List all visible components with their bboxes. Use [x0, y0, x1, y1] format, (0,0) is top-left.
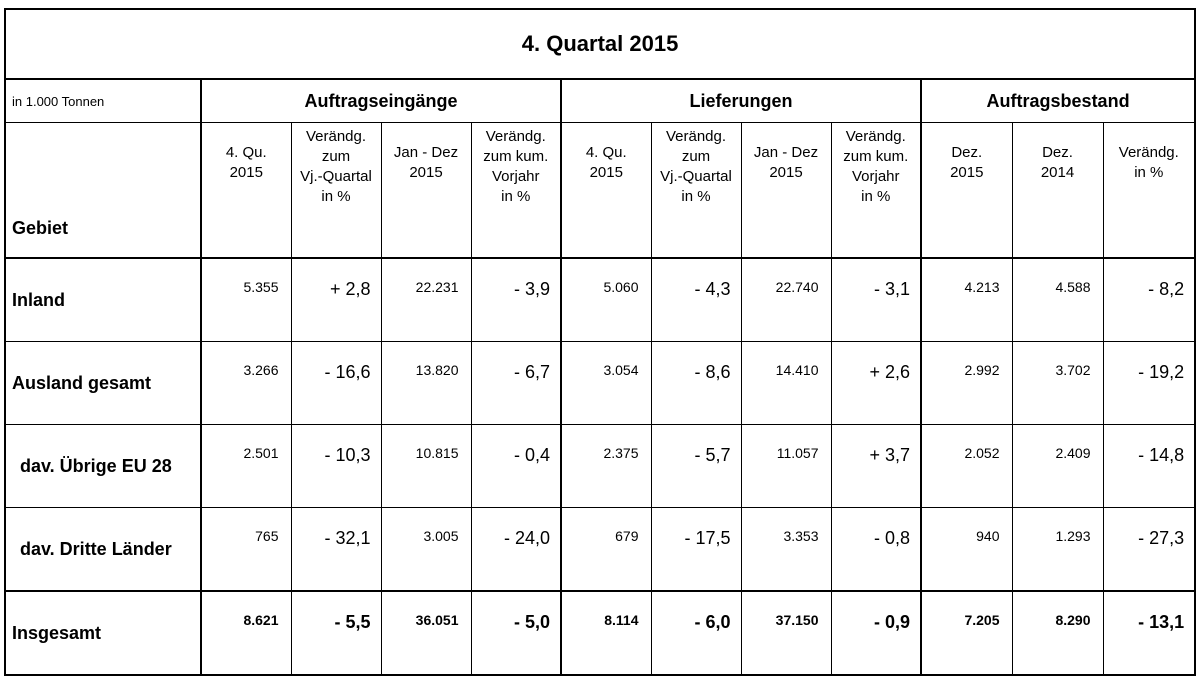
row-label: dav. Dritte Länder — [5, 508, 201, 592]
table-cell: 2.501 — [201, 425, 291, 508]
row-label: Inland — [5, 258, 201, 342]
table-cell: - 6,7 — [471, 342, 561, 425]
table-cell: 679 — [561, 508, 651, 592]
table-cell: 8.621 — [201, 591, 291, 675]
subheader-row — [5, 123, 1195, 259]
table-row — [5, 342, 1195, 425]
column-header — [561, 123, 651, 259]
table-cell: - 4,3 — [651, 258, 741, 342]
column-header-line: Vj.-Quartal — [300, 168, 372, 185]
table-row — [5, 258, 1195, 342]
table-cell: 36.051 — [381, 591, 471, 675]
table-cell: 3.054 — [561, 342, 651, 425]
gebiet-header: Gebiet — [5, 123, 201, 259]
table-cell: 22.231 — [381, 258, 471, 342]
column-header-line: in % — [681, 188, 711, 205]
table-cell: 14.410 — [741, 342, 831, 425]
column-header-line: Verändg. — [1118, 144, 1179, 161]
table-cell: 7.205 — [921, 591, 1012, 675]
table-cell: 5.355 — [201, 258, 291, 342]
column-header-line: 2014 — [1040, 164, 1075, 181]
table-cell: - 27,3 — [1103, 508, 1195, 592]
table-cell: - 5,5 — [291, 591, 381, 675]
table-cell: 3.702 — [1012, 342, 1103, 425]
table-cell: 22.740 — [741, 258, 831, 342]
column-header — [471, 123, 561, 259]
column-header — [741, 123, 831, 259]
column-header-line: in % — [501, 188, 531, 205]
table-cell: 13.820 — [381, 342, 471, 425]
table-row — [5, 425, 1195, 508]
table-cell: 3.266 — [201, 342, 291, 425]
table-cell: - 16,6 — [291, 342, 381, 425]
column-header-line: zum — [321, 148, 351, 165]
row-label: dav. Übrige EU 28 — [5, 425, 201, 508]
column-header — [921, 123, 1012, 259]
column-header-line: 4. Qu. — [585, 144, 627, 161]
column-header-line: zum kum. — [483, 148, 549, 165]
statistics-table-sheet — [4, 8, 1194, 676]
group-header-auftragseingaenge: Auftragseingänge — [201, 79, 561, 123]
table-cell: + 3,7 — [831, 425, 921, 508]
table-title: 4. Quartal 2015 — [5, 9, 1195, 79]
table-cell: - 13,1 — [1103, 591, 1195, 675]
column-header — [201, 123, 291, 259]
table-cell: 4.588 — [1012, 258, 1103, 342]
column-header-line: Verändg. — [845, 128, 906, 145]
column-header-line: zum — [681, 148, 711, 165]
table-cell: - 6,0 — [651, 591, 741, 675]
column-header-line: Verändg. — [485, 128, 546, 145]
table-cell: - 5,0 — [471, 591, 561, 675]
column-header-line: in % — [321, 188, 351, 205]
group-header-lieferungen: Lieferungen — [561, 79, 921, 123]
column-header-line: Jan - Dez — [393, 144, 459, 161]
table-cell: - 8,2 — [1103, 258, 1195, 342]
table-cell: - 10,3 — [291, 425, 381, 508]
column-header-line: Vorjahr — [851, 168, 900, 185]
column-header-line: in % — [861, 188, 891, 205]
table-cell: - 17,5 — [651, 508, 741, 592]
column-header-line: Vorjahr — [491, 168, 540, 185]
table-cell: - 0,4 — [471, 425, 561, 508]
table-cell: 3.353 — [741, 508, 831, 592]
group-header-row — [5, 79, 1195, 123]
table-cell: 2.409 — [1012, 425, 1103, 508]
table-cell: 11.057 — [741, 425, 831, 508]
column-header-line: Vj.-Quartal — [660, 168, 732, 185]
column-header-line: Dez. — [1042, 144, 1073, 161]
row-label: Insgesamt — [5, 591, 201, 675]
unit-label: in 1.000 Tonnen — [5, 79, 201, 123]
group-header-auftragsbestand: Auftragsbestand — [921, 79, 1195, 123]
table-row — [5, 508, 1195, 592]
column-header — [381, 123, 471, 259]
table-cell: - 0,8 — [831, 508, 921, 592]
table-cell: 3.005 — [381, 508, 471, 592]
column-header-line: Dez. — [951, 144, 983, 161]
column-header — [291, 123, 381, 259]
column-header — [651, 123, 741, 259]
table-cell: 1.293 — [1012, 508, 1103, 592]
table-cell: 765 — [201, 508, 291, 592]
table-cell: 2.375 — [561, 425, 651, 508]
table-cell: - 14,8 — [1103, 425, 1195, 508]
table-cell: - 24,0 — [471, 508, 561, 592]
column-header-line: Verändg. — [305, 128, 367, 145]
order-statistics-table — [4, 8, 1196, 676]
table-cell: - 19,2 — [1103, 342, 1195, 425]
column-header-line: 2015 — [229, 164, 263, 181]
column-header-line: in % — [1134, 164, 1164, 181]
table-cell: 940 — [921, 508, 1012, 592]
column-header-line: 4. Qu. — [225, 144, 267, 161]
column-header-line: 2015 — [769, 164, 803, 181]
table-cell: - 3,1 — [831, 258, 921, 342]
table-cell: - 8,6 — [651, 342, 741, 425]
table-cell: 37.150 — [741, 591, 831, 675]
column-header — [1012, 123, 1103, 259]
column-header-line: 2015 — [950, 164, 984, 181]
table-cell: 8.114 — [561, 591, 651, 675]
table-cell: - 5,7 — [651, 425, 741, 508]
table-cell: 8.290 — [1012, 591, 1103, 675]
table-cell: - 3,9 — [471, 258, 561, 342]
column-header — [831, 123, 921, 259]
row-label: Ausland gesamt — [5, 342, 201, 425]
table-cell: - 32,1 — [291, 508, 381, 592]
column-header-line: 2015 — [589, 164, 623, 181]
column-header-line: 2015 — [409, 164, 443, 181]
table-cell: 2.052 — [921, 425, 1012, 508]
column-header-line: Jan - Dez — [753, 144, 819, 161]
table-row — [5, 591, 1195, 675]
column-header-line: Verändg. — [665, 128, 727, 145]
table-cell: 5.060 — [561, 258, 651, 342]
column-header-line: zum kum. — [843, 148, 909, 165]
table-cell: 4.213 — [921, 258, 1012, 342]
title-row — [5, 9, 1195, 79]
table-cell: + 2,6 — [831, 342, 921, 425]
table-cell: + 2,8 — [291, 258, 381, 342]
table-cell: - 0,9 — [831, 591, 921, 675]
table-body — [5, 258, 1195, 675]
column-header — [1103, 123, 1195, 259]
table-cell: 10.815 — [381, 425, 471, 508]
table-cell: 2.992 — [921, 342, 1012, 425]
